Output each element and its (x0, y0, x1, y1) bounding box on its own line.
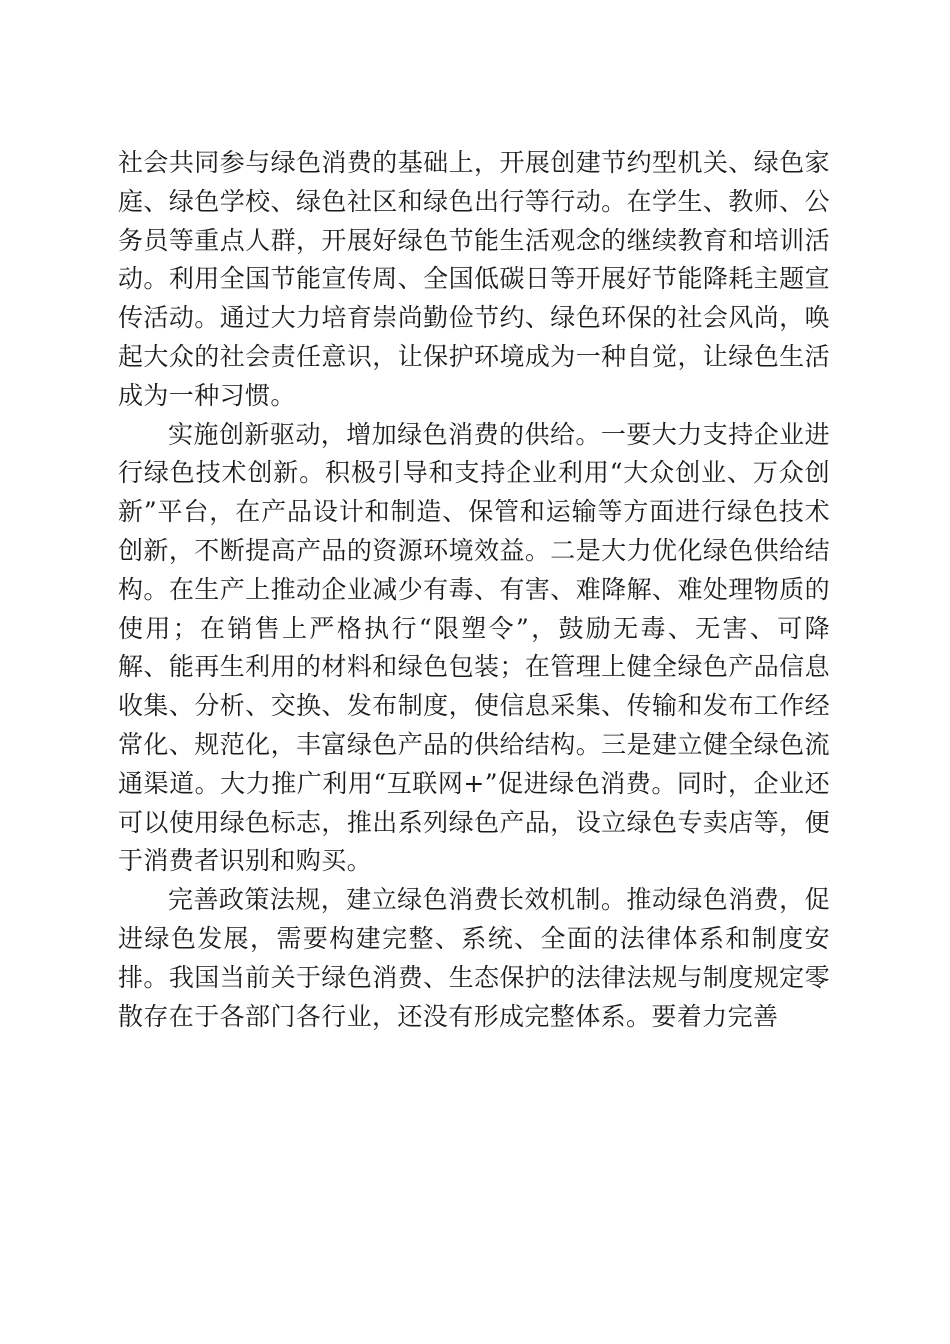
paragraph-innovation-supply: 实施创新驱动，增加绿色消费的供给。一要大力支持企业进行绿色技术创新。积极引导和支持企业利用“大众创业、万众创新”平台，在产品设计和制造、保管和运输等方面进行绿色技术创新，不断提高产品的资源环境效益。二是大力优化绿色供给结构。在生产上推动企业减少有毒、有害、难降解、难处理物质的使用；在销售上严格执行“限塑令”，鼓励无毒、无害、可降解、能再生利用的材料和绿色包装；在管理上健全绿色产品信息收集、分析、交换、发布制度，使信息采集、传输和发布工作经常化、规范化，丰富绿色产品的供给结构。三是建立健全绿色流通渠道。大力推广利用“互联网+”促进绿色消费。同时，企业还可以使用绿色标志，推出系列绿色产品，设立绿色专卖店等，便于消费者识别和购买。 (118, 419, 830, 876)
document-body (118, 144, 830, 1036)
paragraph-policy-regulation: 完善政策法规，建立绿色消费长效机制。推动绿色消费，促进绿色发展，需要构建完整、系统、全面的法律体系和制度安排。我国当前关于绿色消费、生态保护的法律法规与制度规定零散存在于各部门各行业，还没有形成完整体系。要着力完善 (118, 885, 830, 1031)
paragraph-continued: 社会共同参与绿色消费的基础上，开展创建节约型机关、绿色家庭、绿色学校、绿色社区和绿色出行等行动。在学生、教师、公务员等重点人群，开展好绿色节能生活观念的继续教育和培训活动。利用全国节能宣传周、全国低碳日等开展好节能降耗主题宣传活动。通过大力培育崇尚勤俭节约、绿色环保的社会风尚，唤起大众的社会责任意识，让保护环境成为一种自觉，让绿色生活成为一种习惯。 (118, 148, 830, 410)
